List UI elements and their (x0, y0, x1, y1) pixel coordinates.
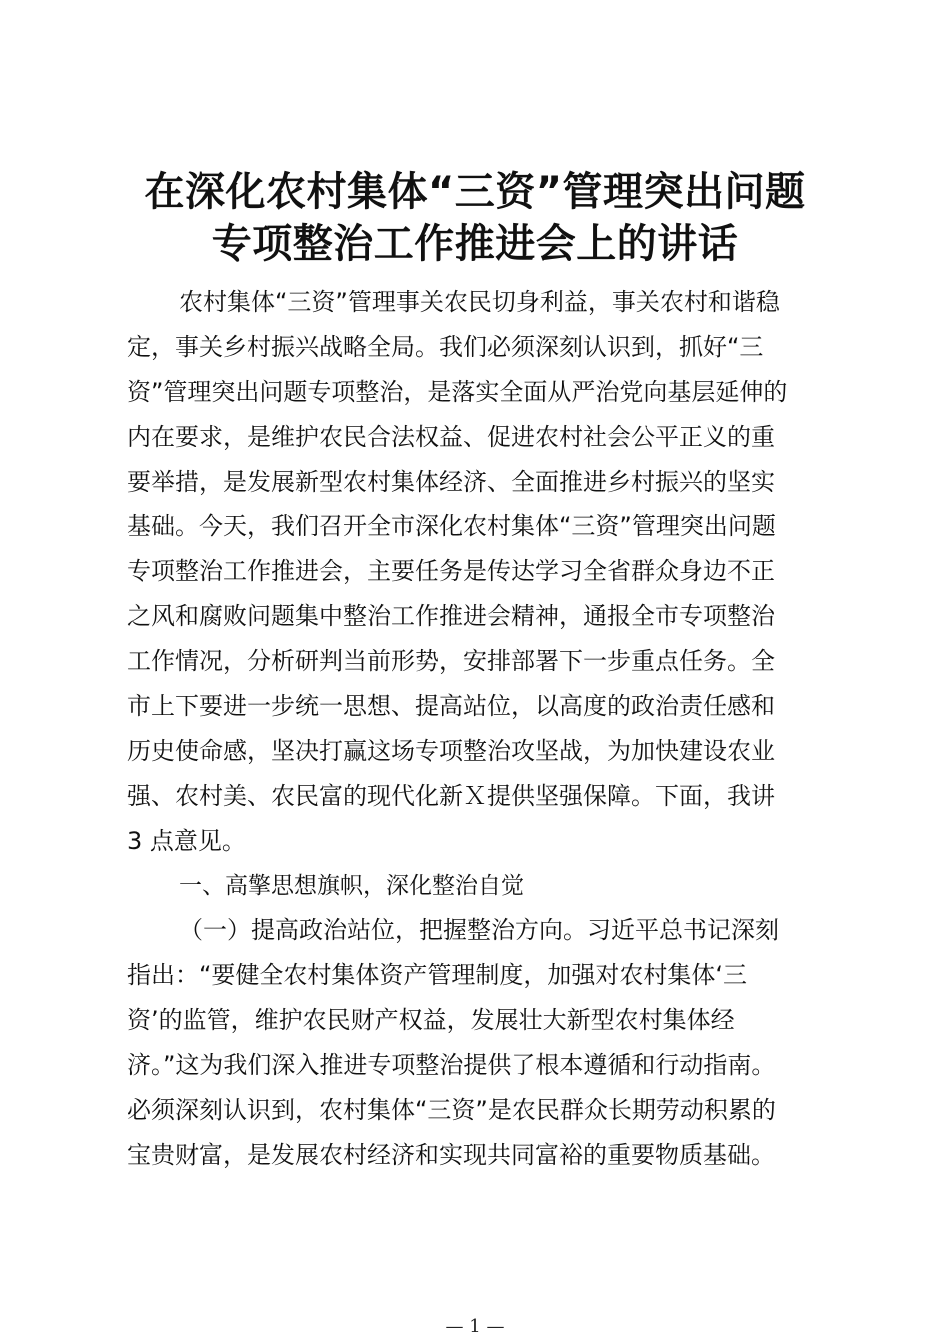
intro-paragraph (127, 280, 827, 864)
text-line: 指出：“要健全农村集体资产管理制度，加强对农村集体‘三 (127, 961, 748, 990)
text-line: 历史使命感，坚决打赢这场专项整治攻坚战，为加快建设农业 (127, 736, 775, 765)
text-line: 农村集体“三资”管理事关农民切身利益，事关农村和谐稳 (179, 288, 780, 316)
title-line-2: 专项整治工作推进会上的讲话 (211, 221, 739, 267)
text-line: 资’的监管，维护农民财产权益，发展壮大新型农村集体经 (127, 1006, 735, 1035)
text-line: 宝贵财富，是发展农村经济和实现共同富裕的重要物质基础。 (127, 1140, 775, 1169)
text-line: 要举措，是发展新型农村集体经济、全面推进乡村振兴的坚实 (127, 467, 775, 496)
text-line: 工作情况，分析研判当前形势，安排部署下一步重点任务。全 (127, 647, 775, 676)
text-line: 基础。今天，我们召开全市深化农村集体“三资”管理突出问题 (127, 512, 776, 541)
text-line: （一）提高政治站位，把握整治方向。习近平总书记深刻 (179, 916, 779, 945)
document-title (100, 166, 850, 270)
text-line: 定，事关乡村振兴战略全局。我们必须深刻认识到，抓好“三 (127, 332, 764, 361)
text-line: 3 点意见。 (127, 826, 246, 855)
text-line: 内在要求，是维护农民合法权益、促进农村社会公平正义的重 (127, 422, 775, 451)
page-number: — 1 — (445, 1316, 505, 1337)
document-body (127, 280, 827, 1178)
text-line: 市上下要进一步统一思想、提高站位，以高度的政治责任感和 (127, 692, 775, 721)
text-line: 必须深刻认识到，农村集体“三资”是农民群众长期劳动积累的 (127, 1096, 776, 1125)
text-line: 之风和腐败问题集中整治工作推进会精神，通报全市专项整治 (127, 602, 775, 631)
text-line: 专项整治工作推进会，主要任务是传达学习全省群众身边不正 (127, 557, 775, 586)
title-line-1: 在深化农村集体“三资”管理突出问题 (144, 169, 806, 215)
text-line: 强、农村美、农民富的现代化新Ｘ提供坚强保障。下面，我讲 (127, 781, 775, 810)
section-heading: 一、高擎思想旗帜，深化整治自觉 (179, 872, 524, 899)
text-line: 资”管理突出问题专项整治，是落实全面从严治党向基层延伸的 (127, 377, 788, 406)
subsection-paragraph (127, 908, 827, 1177)
text-line: 济。”这为我们深入推进专项整治提供了根本遵循和行动指南。 (127, 1051, 776, 1080)
